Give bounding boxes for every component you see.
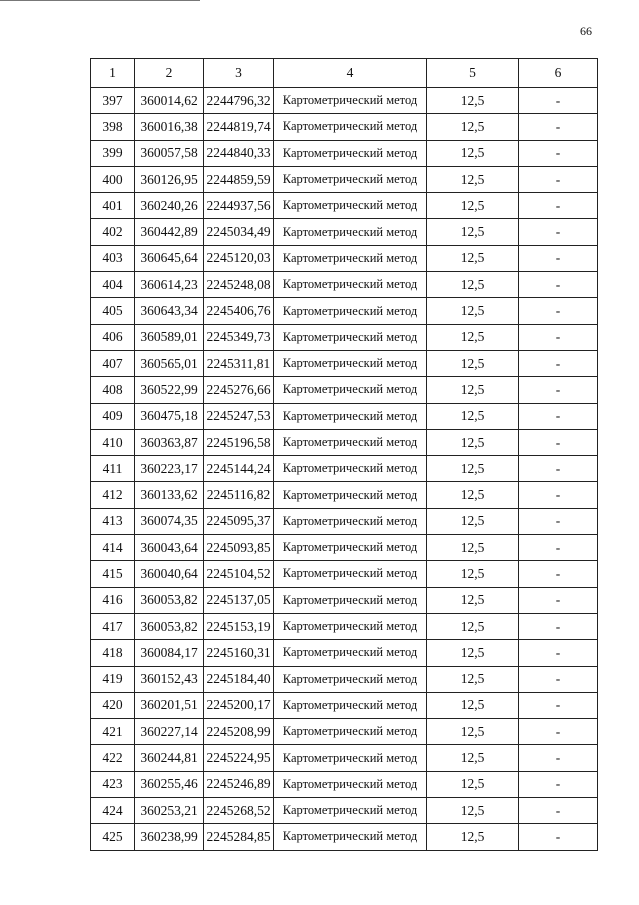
point-number-cell: 397 (91, 88, 135, 114)
x-coordinate-cell: 360240,26 (135, 193, 204, 219)
point-number-cell: 407 (91, 350, 135, 376)
y-coordinate-cell: 2245034,49 (204, 219, 274, 245)
accuracy-cell: 12,5 (427, 219, 519, 245)
x-coordinate-cell: 360645,64 (135, 245, 204, 271)
method-cell: Картометрический метод (274, 561, 427, 587)
y-coordinate-cell: 2245276,66 (204, 377, 274, 403)
table-row (91, 561, 598, 587)
method-cell: Картометрический метод (274, 88, 427, 114)
method-cell: Картометрический метод (274, 193, 427, 219)
header-cell-3: 3 (204, 59, 274, 88)
accuracy-cell: 12,5 (427, 456, 519, 482)
method-cell: Картометрический метод (274, 456, 427, 482)
description-cell: - (519, 587, 598, 613)
description-cell: - (519, 456, 598, 482)
point-number-cell: 401 (91, 193, 135, 219)
y-coordinate-cell: 2245095,37 (204, 508, 274, 534)
point-number-cell: 420 (91, 692, 135, 718)
accuracy-cell: 12,5 (427, 561, 519, 587)
table-row (91, 824, 598, 850)
description-cell: - (519, 798, 598, 824)
point-number-cell: 413 (91, 508, 135, 534)
description-cell: - (519, 219, 598, 245)
method-cell: Картометрический метод (274, 482, 427, 508)
point-number-cell: 416 (91, 587, 135, 613)
y-coordinate-cell: 2245284,85 (204, 824, 274, 850)
accuracy-cell: 12,5 (427, 640, 519, 666)
x-coordinate-cell: 360152,43 (135, 666, 204, 692)
y-coordinate-cell: 2244859,59 (204, 166, 274, 192)
x-coordinate-cell: 360442,89 (135, 219, 204, 245)
description-cell: - (519, 666, 598, 692)
accuracy-cell: 12,5 (427, 324, 519, 350)
method-cell: Картометрический метод (274, 298, 427, 324)
description-cell: - (519, 272, 598, 298)
point-number-cell: 411 (91, 456, 135, 482)
table-row (91, 88, 598, 114)
accuracy-cell: 12,5 (427, 771, 519, 797)
method-cell: Картометрический метод (274, 745, 427, 771)
x-coordinate-cell: 360253,21 (135, 798, 204, 824)
table-row (91, 587, 598, 613)
description-cell: - (519, 692, 598, 718)
y-coordinate-cell: 2245153,19 (204, 613, 274, 639)
accuracy-cell: 12,5 (427, 535, 519, 561)
description-cell: - (519, 377, 598, 403)
accuracy-cell: 12,5 (427, 377, 519, 403)
y-coordinate-cell: 2245093,85 (204, 535, 274, 561)
accuracy-cell: 12,5 (427, 350, 519, 376)
accuracy-cell: 12,5 (427, 298, 519, 324)
table-row (91, 245, 598, 271)
point-number-cell: 403 (91, 245, 135, 271)
table-row (91, 745, 598, 771)
y-coordinate-cell: 2245406,76 (204, 298, 274, 324)
y-coordinate-cell: 2244796,32 (204, 88, 274, 114)
page-number: 66 (580, 24, 592, 38)
description-cell: - (519, 824, 598, 850)
point-number-cell: 412 (91, 482, 135, 508)
x-coordinate-cell: 360238,99 (135, 824, 204, 850)
point-number-cell: 410 (91, 429, 135, 455)
accuracy-cell: 12,5 (427, 692, 519, 718)
method-cell: Картометрический метод (274, 140, 427, 166)
point-number-cell: 425 (91, 824, 135, 850)
accuracy-cell: 12,5 (427, 613, 519, 639)
x-coordinate-cell: 360614,23 (135, 272, 204, 298)
x-coordinate-cell: 360084,17 (135, 640, 204, 666)
method-cell: Картометрический метод (274, 245, 427, 271)
point-number-cell: 406 (91, 324, 135, 350)
method-cell: Картометрический метод (274, 771, 427, 797)
y-coordinate-cell: 2245208,99 (204, 719, 274, 745)
description-cell: - (519, 771, 598, 797)
y-coordinate-cell: 2245248,08 (204, 272, 274, 298)
method-cell: Картометрический метод (274, 692, 427, 718)
accuracy-cell: 12,5 (427, 193, 519, 219)
table-row (91, 193, 598, 219)
method-cell: Картометрический метод (274, 824, 427, 850)
x-coordinate-cell: 360565,01 (135, 350, 204, 376)
point-number-cell: 408 (91, 377, 135, 403)
y-coordinate-cell: 2245116,82 (204, 482, 274, 508)
point-number-cell: 419 (91, 666, 135, 692)
method-cell: Картометрический метод (274, 429, 427, 455)
description-cell: - (519, 245, 598, 271)
description-cell: - (519, 350, 598, 376)
accuracy-cell: 12,5 (427, 745, 519, 771)
description-cell: - (519, 166, 598, 192)
accuracy-cell: 12,5 (427, 403, 519, 429)
header-cell-5: 5 (427, 59, 519, 88)
point-number-cell: 402 (91, 219, 135, 245)
x-coordinate-cell: 360589,01 (135, 324, 204, 350)
table-row (91, 613, 598, 639)
method-cell: Картометрический метод (274, 114, 427, 140)
table-row (91, 429, 598, 455)
header-row (91, 59, 598, 88)
point-number-cell: 400 (91, 166, 135, 192)
point-number-cell: 415 (91, 561, 135, 587)
x-coordinate-cell: 360223,17 (135, 456, 204, 482)
table-row (91, 640, 598, 666)
y-coordinate-cell: 2245349,73 (204, 324, 274, 350)
y-coordinate-cell: 2245268,52 (204, 798, 274, 824)
table-row (91, 771, 598, 797)
x-coordinate-cell: 360201,51 (135, 692, 204, 718)
table-row (91, 456, 598, 482)
x-coordinate-cell: 360475,18 (135, 403, 204, 429)
accuracy-cell: 12,5 (427, 508, 519, 534)
coordinates-table (90, 58, 598, 851)
method-cell: Картометрический метод (274, 403, 427, 429)
y-coordinate-cell: 2245160,31 (204, 640, 274, 666)
accuracy-cell: 12,5 (427, 482, 519, 508)
x-coordinate-cell: 360053,82 (135, 613, 204, 639)
method-cell: Картометрический метод (274, 798, 427, 824)
y-coordinate-cell: 2245184,40 (204, 666, 274, 692)
description-cell: - (519, 403, 598, 429)
description-cell: - (519, 298, 598, 324)
point-number-cell: 422 (91, 745, 135, 771)
table-row (91, 324, 598, 350)
table-row (91, 298, 598, 324)
y-coordinate-cell: 2244840,33 (204, 140, 274, 166)
method-cell: Картометрический метод (274, 377, 427, 403)
method-cell: Картометрический метод (274, 666, 427, 692)
table-row (91, 482, 598, 508)
accuracy-cell: 12,5 (427, 272, 519, 298)
method-cell: Картометрический метод (274, 324, 427, 350)
accuracy-cell: 12,5 (427, 166, 519, 192)
header-cell-6: 6 (519, 59, 598, 88)
method-cell: Картометрический метод (274, 640, 427, 666)
y-coordinate-cell: 2245224,95 (204, 745, 274, 771)
accuracy-cell: 12,5 (427, 587, 519, 613)
x-coordinate-cell: 360043,64 (135, 535, 204, 561)
x-coordinate-cell: 360040,64 (135, 561, 204, 587)
x-coordinate-cell: 360363,87 (135, 429, 204, 455)
table-row (91, 166, 598, 192)
y-coordinate-cell: 2245144,24 (204, 456, 274, 482)
table-row (91, 377, 598, 403)
method-cell: Картометрический метод (274, 350, 427, 376)
table-body (91, 88, 598, 851)
y-coordinate-cell: 2245120,03 (204, 245, 274, 271)
method-cell: Картометрический метод (274, 719, 427, 745)
top-rule (0, 0, 200, 1)
table-row (91, 666, 598, 692)
method-cell: Картометрический метод (274, 272, 427, 298)
description-cell: - (519, 140, 598, 166)
point-number-cell: 399 (91, 140, 135, 166)
table-row (91, 692, 598, 718)
table-row (91, 535, 598, 561)
accuracy-cell: 12,5 (427, 798, 519, 824)
x-coordinate-cell: 360522,99 (135, 377, 204, 403)
table-row (91, 719, 598, 745)
method-cell: Картометрический метод (274, 535, 427, 561)
method-cell: Картометрический метод (274, 613, 427, 639)
point-number-cell: 417 (91, 613, 135, 639)
y-coordinate-cell: 2245196,58 (204, 429, 274, 455)
accuracy-cell: 12,5 (427, 140, 519, 166)
point-number-cell: 424 (91, 798, 135, 824)
y-coordinate-cell: 2245311,81 (204, 350, 274, 376)
table-row (91, 114, 598, 140)
description-cell: - (519, 429, 598, 455)
y-coordinate-cell: 2244937,56 (204, 193, 274, 219)
table-row (91, 403, 598, 429)
accuracy-cell: 12,5 (427, 88, 519, 114)
description-cell: - (519, 114, 598, 140)
x-coordinate-cell: 360227,14 (135, 719, 204, 745)
point-number-cell: 398 (91, 114, 135, 140)
method-cell: Картометрический метод (274, 166, 427, 192)
method-cell: Картометрический метод (274, 219, 427, 245)
x-coordinate-cell: 360074,35 (135, 508, 204, 534)
description-cell: - (519, 535, 598, 561)
method-cell: Картометрический метод (274, 587, 427, 613)
accuracy-cell: 12,5 (427, 719, 519, 745)
accuracy-cell: 12,5 (427, 245, 519, 271)
y-coordinate-cell: 2244819,74 (204, 114, 274, 140)
x-coordinate-cell: 360133,62 (135, 482, 204, 508)
point-number-cell: 414 (91, 535, 135, 561)
x-coordinate-cell: 360016,38 (135, 114, 204, 140)
description-cell: - (519, 193, 598, 219)
description-cell: - (519, 482, 598, 508)
y-coordinate-cell: 2245247,53 (204, 403, 274, 429)
point-number-cell: 418 (91, 640, 135, 666)
description-cell: - (519, 640, 598, 666)
x-coordinate-cell: 360014,62 (135, 88, 204, 114)
x-coordinate-cell: 360126,95 (135, 166, 204, 192)
point-number-cell: 421 (91, 719, 135, 745)
description-cell: - (519, 613, 598, 639)
y-coordinate-cell: 2245104,52 (204, 561, 274, 587)
accuracy-cell: 12,5 (427, 824, 519, 850)
x-coordinate-cell: 360057,58 (135, 140, 204, 166)
description-cell: - (519, 719, 598, 745)
table-row (91, 219, 598, 245)
x-coordinate-cell: 360053,82 (135, 587, 204, 613)
point-number-cell: 423 (91, 771, 135, 797)
accuracy-cell: 12,5 (427, 666, 519, 692)
accuracy-cell: 12,5 (427, 114, 519, 140)
point-number-cell: 405 (91, 298, 135, 324)
point-number-cell: 404 (91, 272, 135, 298)
table-row (91, 350, 598, 376)
table-row (91, 272, 598, 298)
y-coordinate-cell: 2245200,17 (204, 692, 274, 718)
method-cell: Картометрический метод (274, 508, 427, 534)
header-cell-2: 2 (135, 59, 204, 88)
table-row (91, 798, 598, 824)
description-cell: - (519, 324, 598, 350)
x-coordinate-cell: 360244,81 (135, 745, 204, 771)
header-cell-4: 4 (274, 59, 427, 88)
x-coordinate-cell: 360643,34 (135, 298, 204, 324)
point-number-cell: 409 (91, 403, 135, 429)
description-cell: - (519, 508, 598, 534)
description-cell: - (519, 88, 598, 114)
x-coordinate-cell: 360255,46 (135, 771, 204, 797)
description-cell: - (519, 561, 598, 587)
header-cell-1: 1 (91, 59, 135, 88)
description-cell: - (519, 745, 598, 771)
table-row (91, 508, 598, 534)
y-coordinate-cell: 2245137,05 (204, 587, 274, 613)
y-coordinate-cell: 2245246,89 (204, 771, 274, 797)
accuracy-cell: 12,5 (427, 429, 519, 455)
table-row (91, 140, 598, 166)
